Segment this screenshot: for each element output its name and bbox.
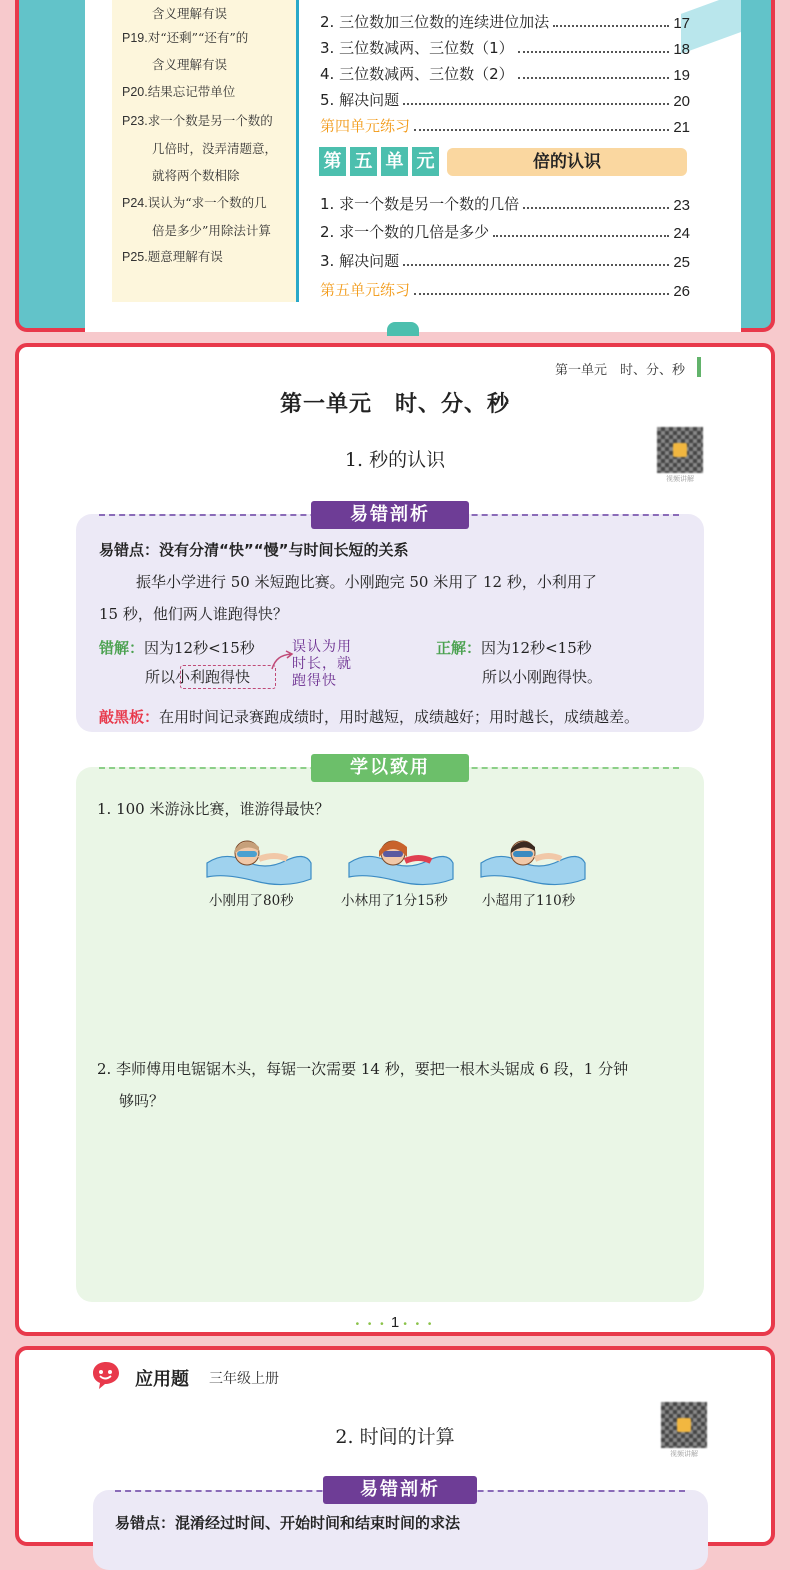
error-point: 易错点：混淆经过时间、开始时间和结束时间的求法 xyxy=(115,1514,461,1532)
grade-label: 三年级上册 xyxy=(209,1371,279,1387)
swimmer-illustration-icon xyxy=(205,833,313,889)
divider-line xyxy=(296,0,299,302)
toc-entry[interactable]: 1. 求一个数是另一个数的几倍 23 xyxy=(320,195,690,214)
correct-solution: 正解：因为12秒<15秒 xyxy=(436,639,592,657)
toc-entry[interactable]: 4. 三位数减两、三位数（2） 19 xyxy=(320,65,690,84)
handwritten-note: 误认为用 时长，就 跑得快 xyxy=(292,639,352,689)
toc-entry-unit-exercise[interactable]: 第四单元练习 21 xyxy=(320,117,690,136)
error-analysis-label: 易错剖析 xyxy=(311,501,469,529)
note-row: 几倍时，没弄清题意， xyxy=(152,141,278,156)
swimmer-illustration-icon xyxy=(479,833,587,889)
page-number: • • • 1 • • • xyxy=(355,1314,435,1331)
tip-line: 敲黑板：在用时间记录赛跑成绩时，用时越短，成绩越好；用时越长，成绩越差。 xyxy=(99,708,640,726)
note-row: P23.求一个数是另一个数的 xyxy=(122,113,273,128)
corner-decoration xyxy=(681,0,741,54)
running-head-bar xyxy=(697,357,701,377)
page-1-panel xyxy=(15,343,775,1336)
question-2-continued: 够吗？ xyxy=(119,1092,165,1110)
section-title: 1. 秒的认识 xyxy=(344,449,446,471)
section-title: 2. 时间的计算 xyxy=(335,1426,455,1448)
wrong-solution-line2: 所以小利跑得快 xyxy=(145,668,251,686)
question-1: 1. 100 米游泳比赛，谁游得最快？ xyxy=(97,800,330,818)
toc-entry-unit-exercise[interactable]: 第五单元练习 26 xyxy=(320,281,690,300)
toc-entry[interactable]: 2. 求一个数的几倍是多少 24 xyxy=(320,223,690,242)
toc-entry[interactable]: 3. 三位数减两、三位数（1） 18 xyxy=(320,39,690,58)
question-2: 2. 李师傅用电锯锯木头，每锯一次需要 14 秒，要把一根木头锯成 6 段，1 分钟 xyxy=(97,1060,629,1078)
error-notes-column xyxy=(112,0,297,302)
unit5-header xyxy=(319,147,443,177)
unit5-char: 元 xyxy=(412,147,439,176)
toc-sheet xyxy=(85,0,741,332)
note-row: 倍是多少”用除法计算 xyxy=(152,223,271,238)
swimmer-caption: 小超用了110秒 xyxy=(482,893,576,909)
wrong-solution: 错解：因为12秒<15秒 xyxy=(99,639,255,657)
unit5-char: 第 xyxy=(319,147,346,176)
problem-text: 振华小学进行 50 米短跑比赛。小刚跑完 50 米用了 12 秒，小利用了 xyxy=(136,573,597,591)
qr-code-icon[interactable] xyxy=(657,427,703,473)
toc-entry[interactable]: 5. 解决问题 20 xyxy=(320,91,690,110)
practice-label: 学以致用 xyxy=(311,754,469,782)
app-name: 应用题 xyxy=(135,1369,189,1390)
error-point: 易错点：没有分清“快”“慢”与时间长短的关系 xyxy=(99,541,409,559)
qr-caption: 视频讲解 xyxy=(666,475,694,483)
note-row: P24.误认为“求一个数的几 xyxy=(122,195,267,210)
toc-entry[interactable]: 2. 三位数加三位数的连续进位加法 17 xyxy=(320,13,690,32)
qr-code-icon[interactable] xyxy=(661,1402,707,1448)
page-tab xyxy=(387,322,419,336)
unit5-char: 五 xyxy=(350,147,377,176)
wrong-answer-highlight xyxy=(180,665,276,689)
page-2-panel xyxy=(15,1346,775,1546)
running-head: 第一单元 时、分、秒 xyxy=(554,363,685,378)
swimmer-caption: 小刚用了80秒 xyxy=(209,893,294,909)
toc-entry[interactable]: 3. 解决问题 25 xyxy=(320,252,690,271)
unit5-title: 倍的认识 xyxy=(447,148,687,176)
app-logo-icon xyxy=(91,1360,121,1390)
toc-page-panel xyxy=(15,0,775,332)
correct-solution-line2: 所以小刚跑得快。 xyxy=(482,668,603,686)
unit5-char: 单 xyxy=(381,147,408,176)
problem-text: 15 秒，他们两人谁跑得快？ xyxy=(99,605,288,623)
unit-title: 第一单元 时、分、秒 xyxy=(279,391,510,417)
note-row: P20.结果忘记带单位 xyxy=(122,84,236,99)
error-analysis-label: 易错剖析 xyxy=(323,1476,477,1504)
qr-caption: 视频讲解 xyxy=(670,1450,698,1458)
note-row: P19.对“还剩”“还有”的 xyxy=(122,30,249,45)
swimmer-illustration-icon xyxy=(347,833,455,889)
swimmer-caption: 小林用了1分15秒 xyxy=(341,893,448,909)
note-row: 就将两个数相除 xyxy=(152,168,240,183)
note-row: P25.题意理解有误 xyxy=(122,249,223,264)
note-row: 含义理解有误 xyxy=(152,6,228,21)
note-row: 含义理解有误 xyxy=(152,57,228,72)
